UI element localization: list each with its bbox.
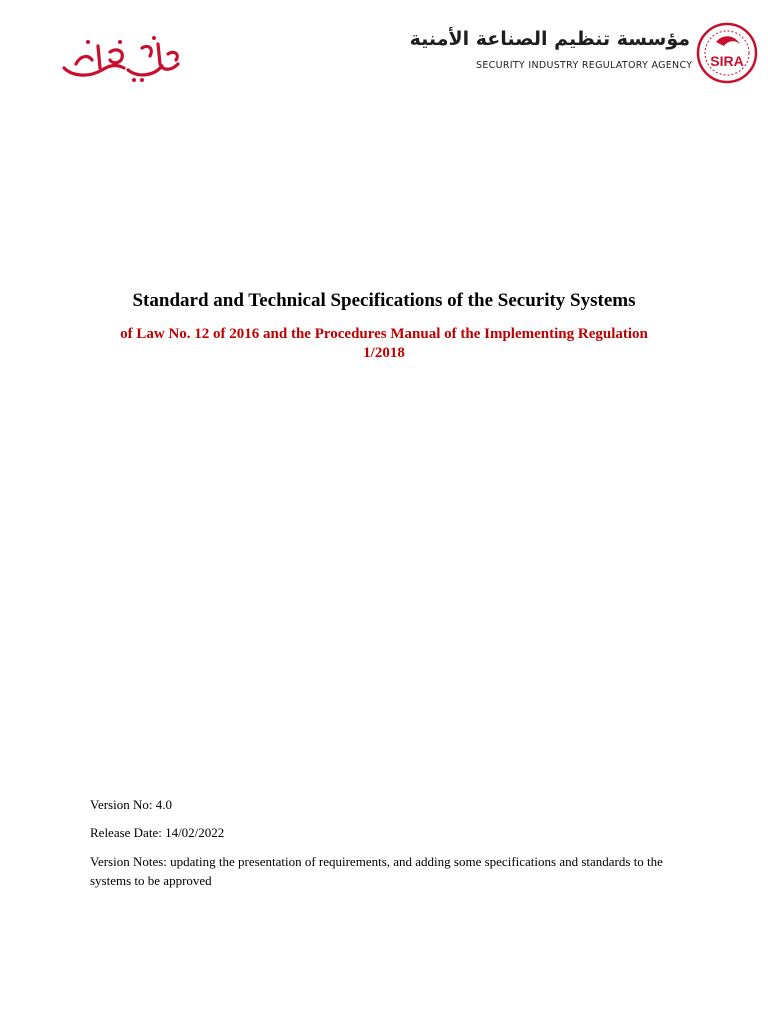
version-number: Version No: 4.0 <box>90 797 172 812</box>
document-title: Standard and Technical Specifications of the Security Systems <box>132 290 636 311</box>
seal-text: SIRA <box>710 53 744 69</box>
sira-agency-logo <box>409 22 758 86</box>
dubai-calligraphy-icon <box>58 34 186 86</box>
sira-seal-icon <box>696 22 758 84</box>
release-date: Release Date: 14/02/2022 <box>90 825 225 840</box>
agency-english-name: SECURITY INDUSTRY REGULATORY AGENCY <box>476 60 693 71</box>
version-info <box>90 796 690 890</box>
version-notes: Version Notes: updating the presentation of requirements, and adding some specifications and standards to the systems to be approved <box>90 854 663 888</box>
subtitle-line-1: of Law No. 12 of 2016 and the Procedures Manual of the Implementing Regulation <box>120 326 648 342</box>
subtitle-line-2: 1/2018 <box>363 345 405 361</box>
document-subtitle <box>80 325 688 363</box>
agency-arabic-name: مؤسسة تنظيم الصناعة الأمنية <box>409 28 690 50</box>
government-of-dubai-logo <box>58 34 186 86</box>
